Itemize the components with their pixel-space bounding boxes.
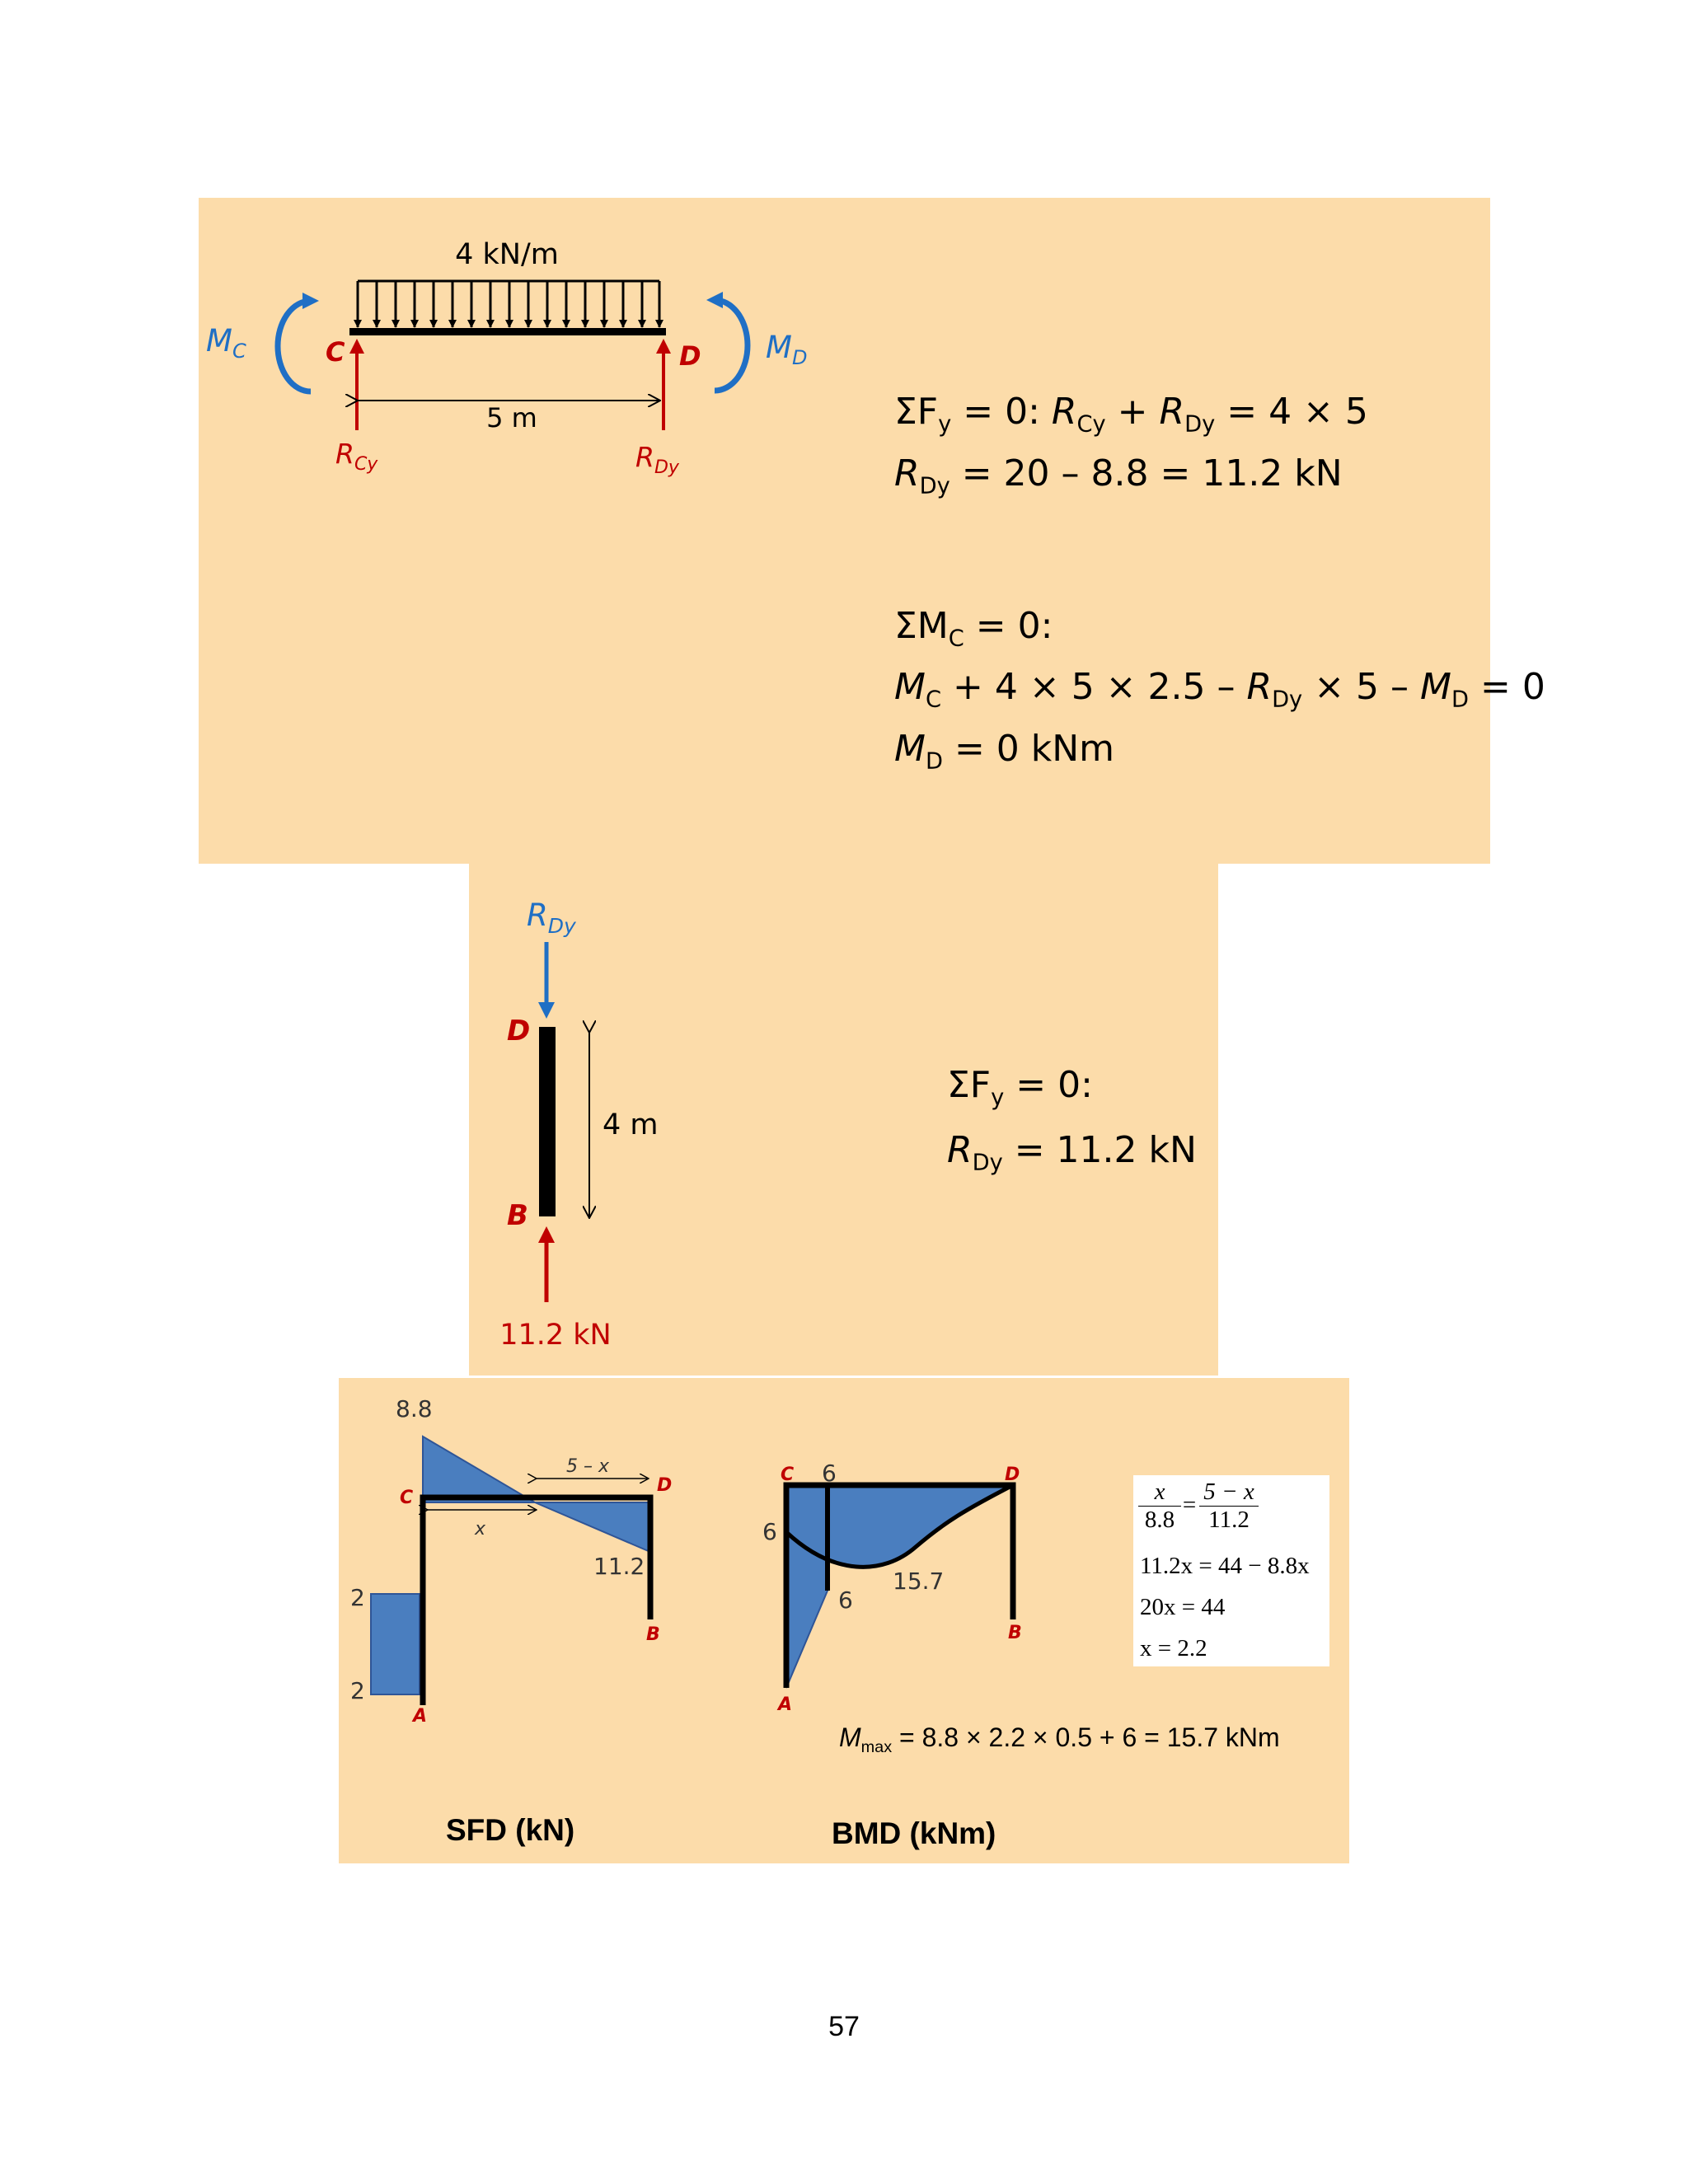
load-rdy-label: $R_{Dy}$ xyxy=(527,898,576,938)
beam-cd xyxy=(349,328,666,335)
node-d-label: D xyxy=(679,340,701,372)
distributed-load xyxy=(358,281,659,327)
beam-cd-panel xyxy=(199,198,1545,864)
calc-line-3: 20x = 44 xyxy=(1140,1594,1226,1620)
dimension-x-label: x xyxy=(475,1519,486,1540)
sfd-negative-region xyxy=(535,1502,650,1552)
fraction-equals: = xyxy=(1182,1492,1197,1518)
fraction-5-minus-x-over-11-2: $\frac{5 - x}{11.2}$ xyxy=(1199,1479,1259,1534)
sfd-node-c: C xyxy=(400,1488,414,1508)
sfd-value-8-8: 8.8 xyxy=(396,1395,433,1422)
bmd-value-c-top: 6 xyxy=(822,1460,837,1487)
reaction-rcy-label: $R_{Cy}$ xyxy=(335,438,378,475)
bmd-value-column: 6 xyxy=(838,1586,853,1614)
dimension-5-minus-x-label: 5 – x xyxy=(566,1456,610,1477)
fraction-x-over-8-8: $\frac{x}{8.8}$ xyxy=(1138,1479,1181,1534)
mmax-equation: $M_{max} = 8.8 \times 2.2 \times 0.5 + 6 = 15.7$ kNm xyxy=(839,1722,1280,1756)
sfd-node-d: D xyxy=(657,1475,673,1496)
beam-cd-diagram xyxy=(199,198,1490,864)
sfd-value-2-bottom: 2 xyxy=(350,1677,365,1704)
node-d-label: D xyxy=(507,1015,531,1047)
equation-column-rdy: $R_{Dy} = 11.2$ kN xyxy=(947,1129,1197,1176)
bmd-node-a: A xyxy=(778,1694,793,1715)
node-c-label: C xyxy=(326,336,345,368)
load-label: 4 kN/m xyxy=(455,238,559,271)
bmd-diagram xyxy=(762,1460,1022,1715)
calc-line-2: 11.2x = 44 − 8.8x xyxy=(1140,1553,1310,1579)
bmd-value-max: 15.7 xyxy=(893,1568,945,1595)
sfd-column-region xyxy=(371,1594,420,1694)
sfd-node-b: B xyxy=(646,1624,660,1645)
moment-mc-label: $M_C$ xyxy=(206,323,246,363)
reaction-rdy-label: $R_{Dy}$ xyxy=(635,441,679,478)
column-db-diagram xyxy=(469,864,1218,1376)
sfd-positive-region xyxy=(423,1436,535,1502)
moment-md-arrow xyxy=(715,300,748,391)
equation-moment-balance: $M_C + 4 \times 5 \times 2.5 - R_{Dy} \times 5 - M_D = 0$ xyxy=(894,666,1545,713)
sfd-bmd-panel xyxy=(339,1378,1349,1863)
equation-md: $M_D = 0$ kNm xyxy=(894,728,1115,775)
equation-rdy: $R_{Dy} = 20 - 8.8 = 11.2$ kN xyxy=(894,452,1343,499)
calculation-box xyxy=(1133,1475,1329,1666)
bmd-value-c-left: 6 xyxy=(762,1518,777,1545)
bmd-node-b: B xyxy=(1008,1623,1022,1643)
reaction-b-label: 11.2 kN xyxy=(499,1319,612,1352)
sfd-diagram xyxy=(350,1395,672,1727)
node-b-label: B xyxy=(507,1199,528,1232)
calc-line-4: x = 2.2 xyxy=(1140,1635,1207,1661)
column-db-panel xyxy=(469,864,1218,1376)
bmd-node-d: D xyxy=(1005,1465,1020,1485)
equation-sum-mc: $\Sigma M_C = 0$: xyxy=(894,605,1053,652)
length-label: 4 m xyxy=(603,1108,659,1141)
span-label: 5 m xyxy=(486,402,537,434)
moment-md-label: $M_D$ xyxy=(766,330,808,369)
moment-mc-arrow xyxy=(278,301,311,391)
sfd-value-11-2: 11.2 xyxy=(593,1553,645,1580)
equation-sum-fy: $\Sigma F_y = 0$: $R_{Cy} + R_{Dy} = 4 \times 5$ xyxy=(894,391,1368,438)
equation-column-sum-fy: $\Sigma F_y = 0$: xyxy=(947,1064,1093,1111)
bmd-node-c: C xyxy=(781,1465,795,1485)
column-db xyxy=(539,1027,556,1216)
bmd-caption: BMD (kNm) xyxy=(832,1816,996,1850)
sfd-value-2-top: 2 xyxy=(350,1584,365,1611)
sfd-node-a: A xyxy=(413,1706,428,1727)
page-number: 57 xyxy=(828,2011,860,2042)
sfd-caption: SFD (kN) xyxy=(446,1813,575,1847)
